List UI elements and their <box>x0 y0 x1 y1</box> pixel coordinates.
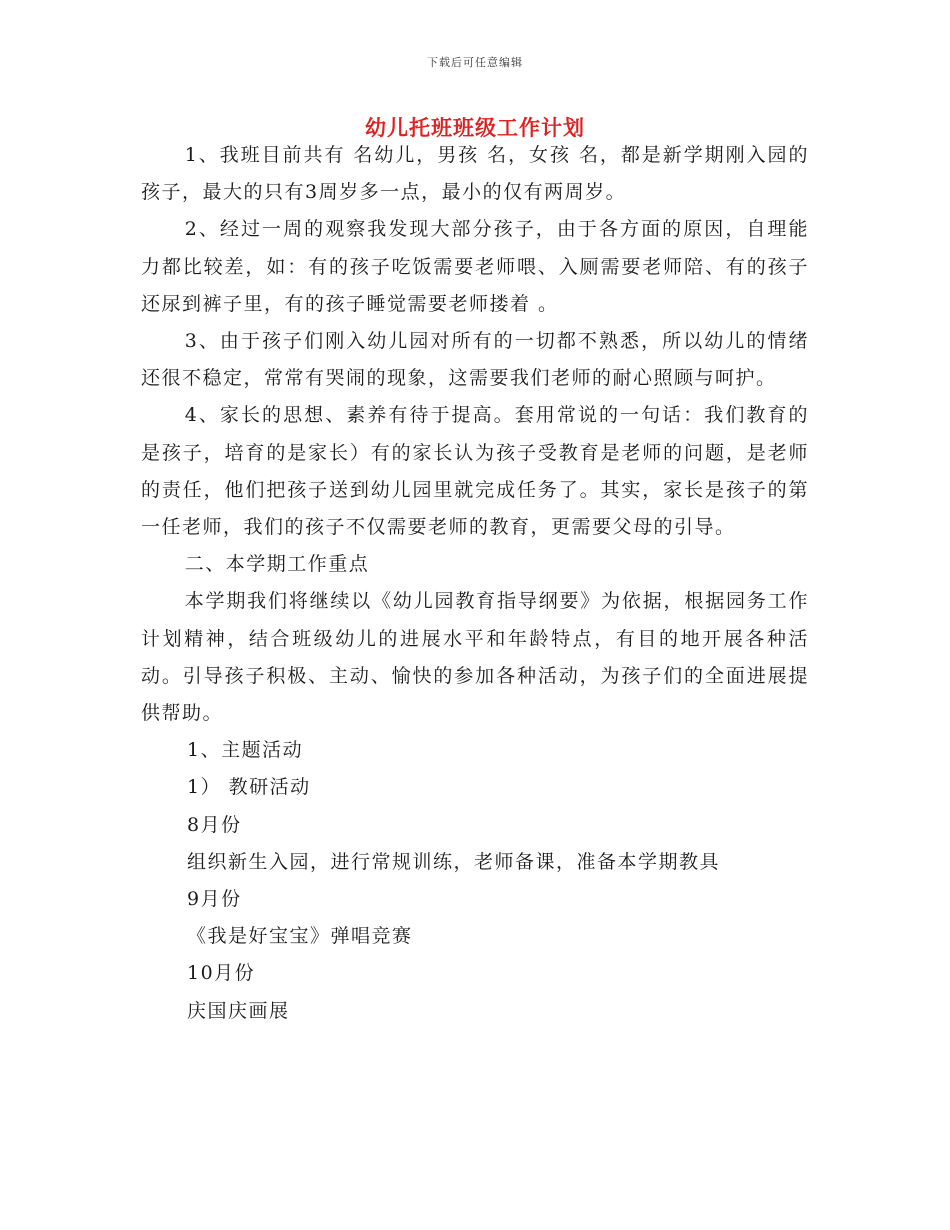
list-item: 组织新生入园，进行常规训练，老师备课，准备本学期教具 <box>187 850 721 873</box>
paragraph-4: 4、家长的思想、素养有待于提高。套用常说的一句话：我们教育的是孩子，培育的是家长）有的家长认为孩子受教育是老师的问题，是老师的责任，他们把孩子送到幼儿园里就完成任务了。其实，家长是孩子的第一任老师，我们的孩子不仅需要老师的教育，更需要父母的引导。 <box>141 404 809 539</box>
list-item: 1） 教研活动 <box>187 776 311 799</box>
section-heading: 二、本学期工作重点 <box>184 553 370 576</box>
list-item: 庆国庆画展 <box>187 999 290 1022</box>
list-item: 《我是好宝宝》弹唱竞赛 <box>187 925 413 948</box>
list-item: 9月份 <box>187 888 242 911</box>
document-title: 幼儿托班班级工作计划 <box>365 115 585 140</box>
list-item: 8月份 <box>187 813 242 836</box>
paragraph-1: 1、我班目前共有 名幼儿，男孩 名，女孩 名，都是新学期刚入园的孩子，最大的只有3周岁多一点，最小的仅有两周岁。 <box>141 144 809 204</box>
paragraph-3: 3、由于孩子们刚入幼儿园对所有的一切都不熟悉，所以幼儿的情绪还很不稳定，常常有哭闹的现象，这需要我们老师的耐心照顾与呵护。 <box>141 330 809 390</box>
list-item: 10月份 <box>187 962 256 985</box>
header-note: 下载后可任意编辑 <box>427 56 523 69</box>
paragraph-2: 2、经过一周的观察我发现大部分孩子，由于各方面的原因，自理能力都比较差，如：有的孩子吃饭需要老师喂、入厕需要老师陪、有的孩子还尿到裤子里，有的孩子睡觉需要老师搂着 。 <box>141 218 809 315</box>
section-paragraph: 本学期我们将继续以《幼儿园教育指导纲要》为依据，根据园务工作计划精神，结合班级幼儿的进展水平和年龄特点，有目的地开展各种活动。引导孩子积极、主动、愉快的参加各种活动，为孩子们的全面进展提供帮助。 <box>141 590 809 725</box>
document-body <box>141 137 809 1030</box>
list-item: 1、主题活动 <box>187 739 304 762</box>
